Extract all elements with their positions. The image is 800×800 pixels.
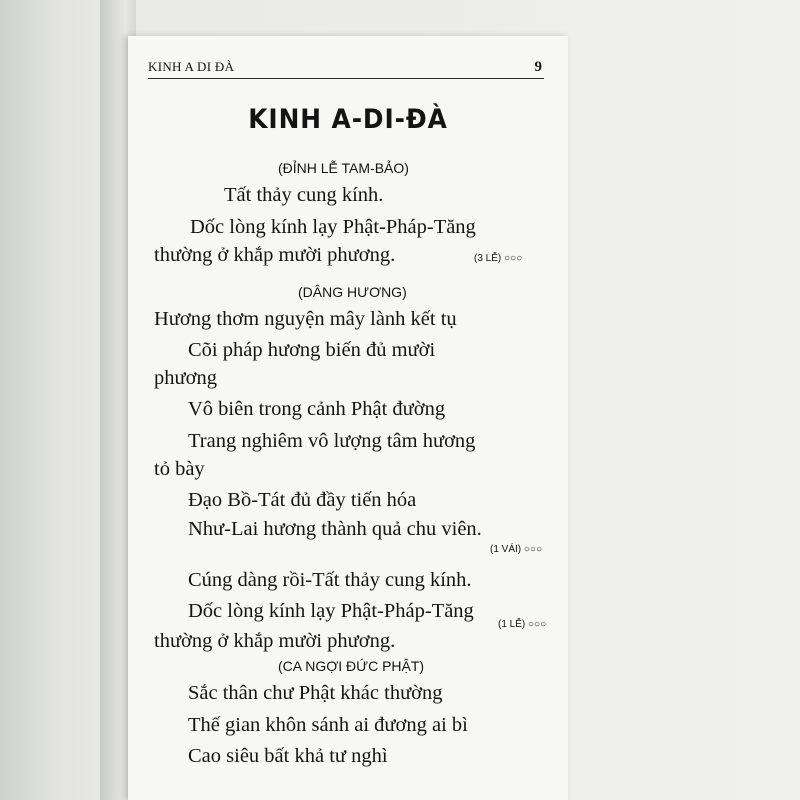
verse-line: Sắc thân chư Phật khác thường	[188, 682, 443, 704]
page-number: 9	[534, 59, 542, 75]
verse-line: Cao siêu bất khả tư nghì	[188, 745, 388, 767]
verse-line: Dốc lòng kính lạy Phật-Pháp-Tăng	[188, 600, 474, 622]
verse-line: Như-Lai hương thành quả chu viên.	[188, 518, 482, 540]
verse-line: Dốc lòng kính lạy Phật-Pháp-Tăng	[190, 216, 476, 238]
verse-line: Trang nghiêm vô lượng tâm hương	[188, 430, 476, 452]
verse-line: Cõi pháp hương biến đủ mười	[188, 339, 436, 361]
verse-line: Vô biên trong cảnh Phật đường	[188, 398, 446, 420]
section-heading-ca-ngoi: (CA NGỢI ĐỨC PHẬT)	[278, 658, 425, 674]
verse-line: Thế gian khôn sánh ai đương ai bì	[188, 714, 468, 736]
verse-line: tỏ bày	[154, 458, 205, 480]
instruction-note: (3 LỄ) ○○○	[474, 253, 523, 264]
verse-line: Cúng dàng rồi-Tất thảy cung kính.	[188, 569, 472, 591]
instruction-note: (1 VÁI) ○○○	[490, 544, 543, 555]
page-title: KINH A-DI-ĐÀ	[248, 104, 448, 135]
verse-line: thường ở khắp mười phương.	[154, 630, 396, 652]
verse-line: phương	[154, 367, 217, 389]
section-heading-dang-huong: (DÂNG HƯƠNG)	[298, 284, 407, 300]
book-page	[128, 36, 568, 800]
verse-line: Hương thơm nguyện mây lành kết tụ	[154, 308, 457, 330]
verse-line: thường ở khắp mười phương.	[154, 244, 396, 266]
verse-line: Tất thảy cung kính.	[224, 184, 384, 206]
section-heading-dinh-le: (ĐỈNH LỄ TAM-BẢO)	[278, 160, 409, 176]
header-rule	[148, 78, 544, 79]
verse-line: Đạo Bồ-Tát đủ đầy tiến hóa	[188, 489, 417, 511]
running-head: KINH A DI ĐÀ	[148, 59, 235, 74]
instruction-note: (1 LỄ) ○○○	[498, 619, 547, 630]
